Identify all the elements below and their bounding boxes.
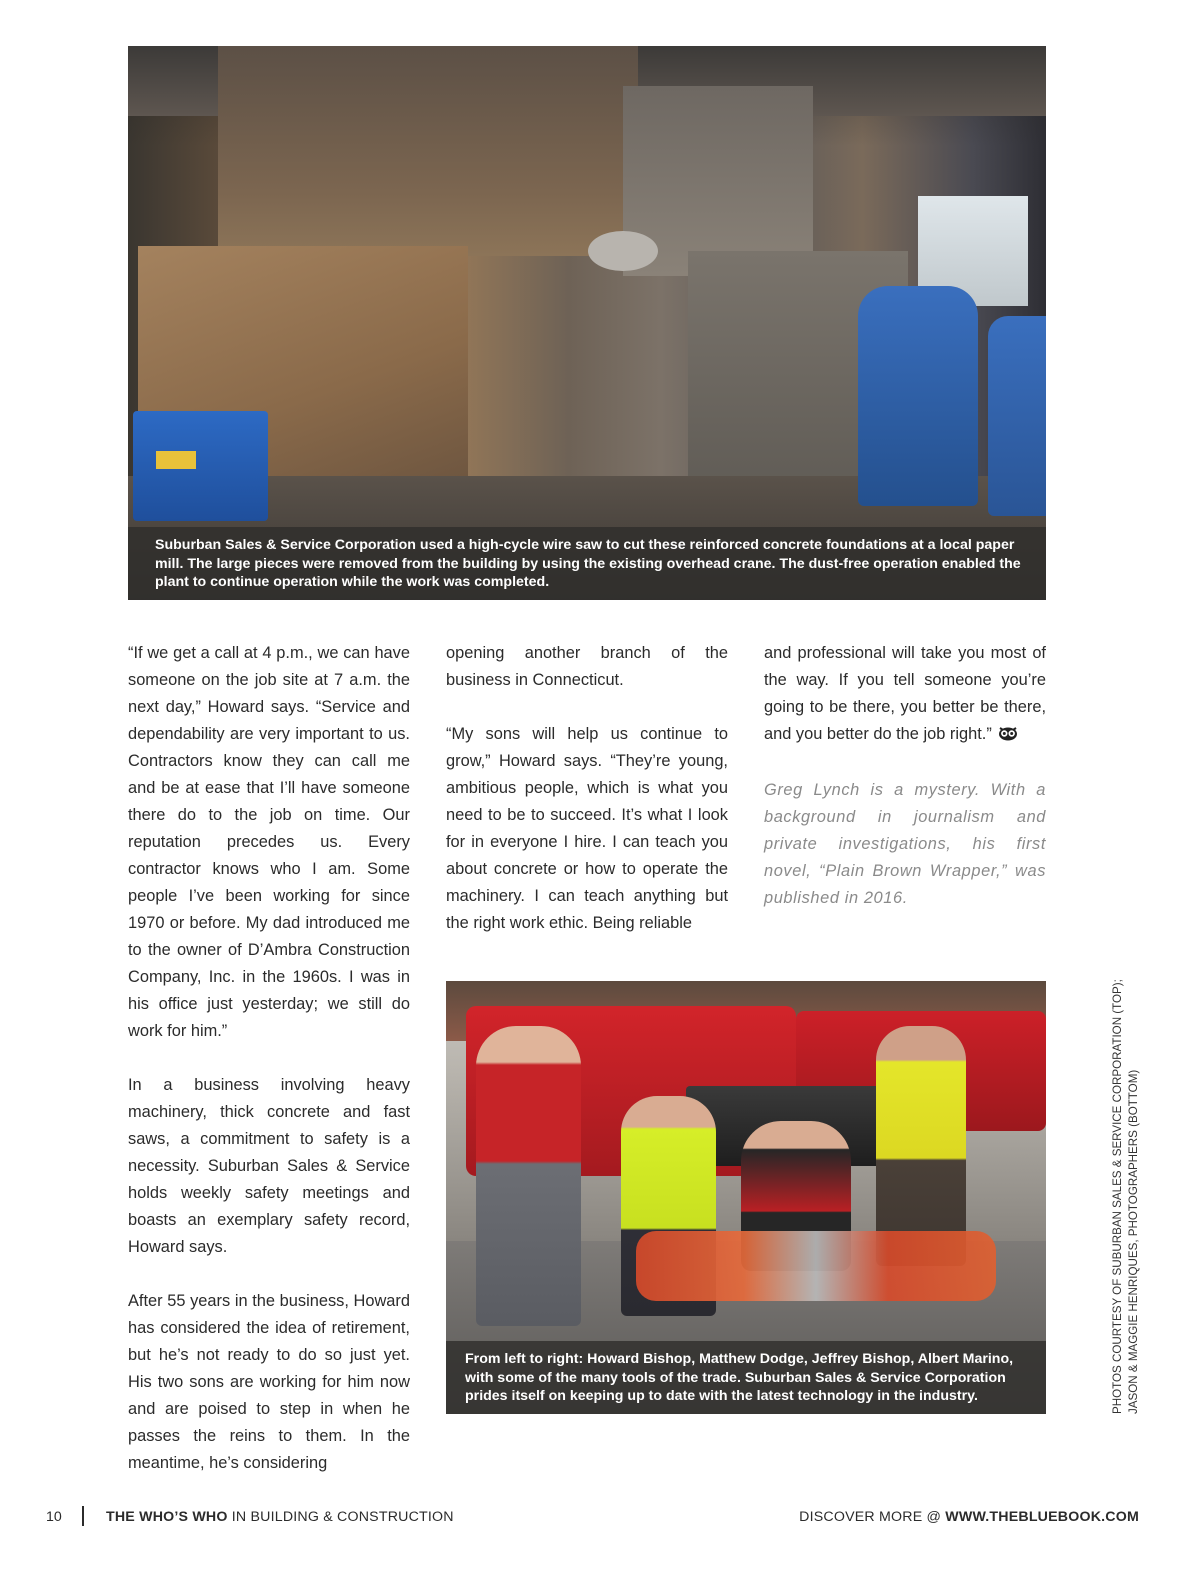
photo-person-howard [476, 1026, 581, 1326]
paragraph: and professional will take you most of the way. If you tell someone you’re going to be there, you better be there, and you better do the job right.” [764, 644, 1046, 743]
page-number: 10 [46, 1509, 62, 1525]
publication-title [106, 1509, 454, 1525]
bottom-photo [446, 981, 1046, 1414]
photo-wire-saw-pulleys [588, 231, 658, 271]
owl-end-mark-icon [998, 723, 1018, 750]
photo-person-albert [876, 1026, 966, 1266]
photo-credit [1110, 969, 1142, 1414]
top-photo [128, 46, 1046, 600]
paragraph-with-end-mark [764, 640, 1046, 750]
paragraph: After 55 years in the business, Howard has considered the idea of retirement, but he’s not ready to do so just yet. His two sons are working for him now and are poised to step in when he passes the reins to them. In the meantime, he’s considering [128, 1292, 410, 1472]
page-footer [0, 1506, 1200, 1530]
paragraph: opening another branch of the business in Connecticut. [446, 644, 728, 689]
paragraph: “If we get a call at 4 p.m., we can have someone on the job site at 7 a.m. the next day,” Howard says. “Service and dependability are very important to us. Contractors know they can call me and be at ease that I’ll have someone there do to the job on time. Our reputation precedes us. Every contractor knows who I am. Some people I’ve been working for since 1970 or before. My dad introduced me to the owner of D’Ambra Construction Company, Inc. in the 1960s. I was in his office just yesterday; we still do work for him.” [128, 644, 410, 1040]
photo-tools [636, 1231, 996, 1301]
paragraph: In a business involving heavy machinery, thick concrete and fast saws, a commitment to safety is a necessity. Suburban Sales & Service holds weekly safety meetings and boasts an exemplary safety record, Howard says. [128, 1076, 410, 1256]
site-link[interactable] [799, 1509, 1139, 1525]
photo-blue-saw [858, 286, 978, 506]
photo-credit-line: JASON & MAGGIE HENRIQUES, PHOTOGRAPHERS (BOTTOM) [1127, 1069, 1140, 1414]
photo-machine-label [156, 451, 196, 469]
site-url[interactable]: WWW.THEBLUEBOOK.COM [945, 1509, 1139, 1525]
text-column-2 [446, 640, 728, 964]
publication-title-rest: IN BUILDING & CONSTRUCTION [227, 1509, 454, 1525]
publication-title-bold: THE WHO’S WHO [106, 1509, 228, 1525]
text-column-3 [764, 640, 1046, 939]
footer-divider [82, 1506, 84, 1526]
photo-credit-line: PHOTOS COURTESY OF SUBURBAN SALES & SERVICE CORPORATION (TOP); [1111, 979, 1124, 1414]
photo-wire-saw-unit [133, 411, 268, 521]
author-bio: Greg Lynch is a mystery. With a background in journalism and private investigations, his first novel, “Plain Brown Wrapper,” was published in 2016. [764, 781, 1046, 907]
site-prefix: DISCOVER MORE @ [799, 1509, 946, 1525]
paragraph: “My sons will help us continue to grow,” Howard says. “They’re young, ambitious people, which is what you need to be to succeed. It’s what I look for in everyone I hire. I can teach you about concrete or how to operate the machinery. I can teach anything but the right work ethic. Being reliable [446, 725, 728, 932]
text-column-1 [128, 640, 410, 1504]
photo-blue-saw-2 [988, 316, 1046, 516]
bottom-photo-caption: From left to right: Howard Bishop, Matthew Dodge, Jeffrey Bishop, Albert Marino, with some of the many tools of the trade. Suburban Sales & Service Corporation prides itself on keeping up to date with the latest technology in the industry. [446, 1341, 1046, 1414]
top-photo-caption: Suburban Sales & Service Corporation used a high-cycle wire saw to cut these reinforced concrete foundations at a local paper mill. The large pieces were removed from the building by using the existing overhead crane. The dust-free operation enabled the plant to continue operation while the work was completed. [128, 527, 1046, 600]
photo-concrete-upper [218, 46, 638, 256]
